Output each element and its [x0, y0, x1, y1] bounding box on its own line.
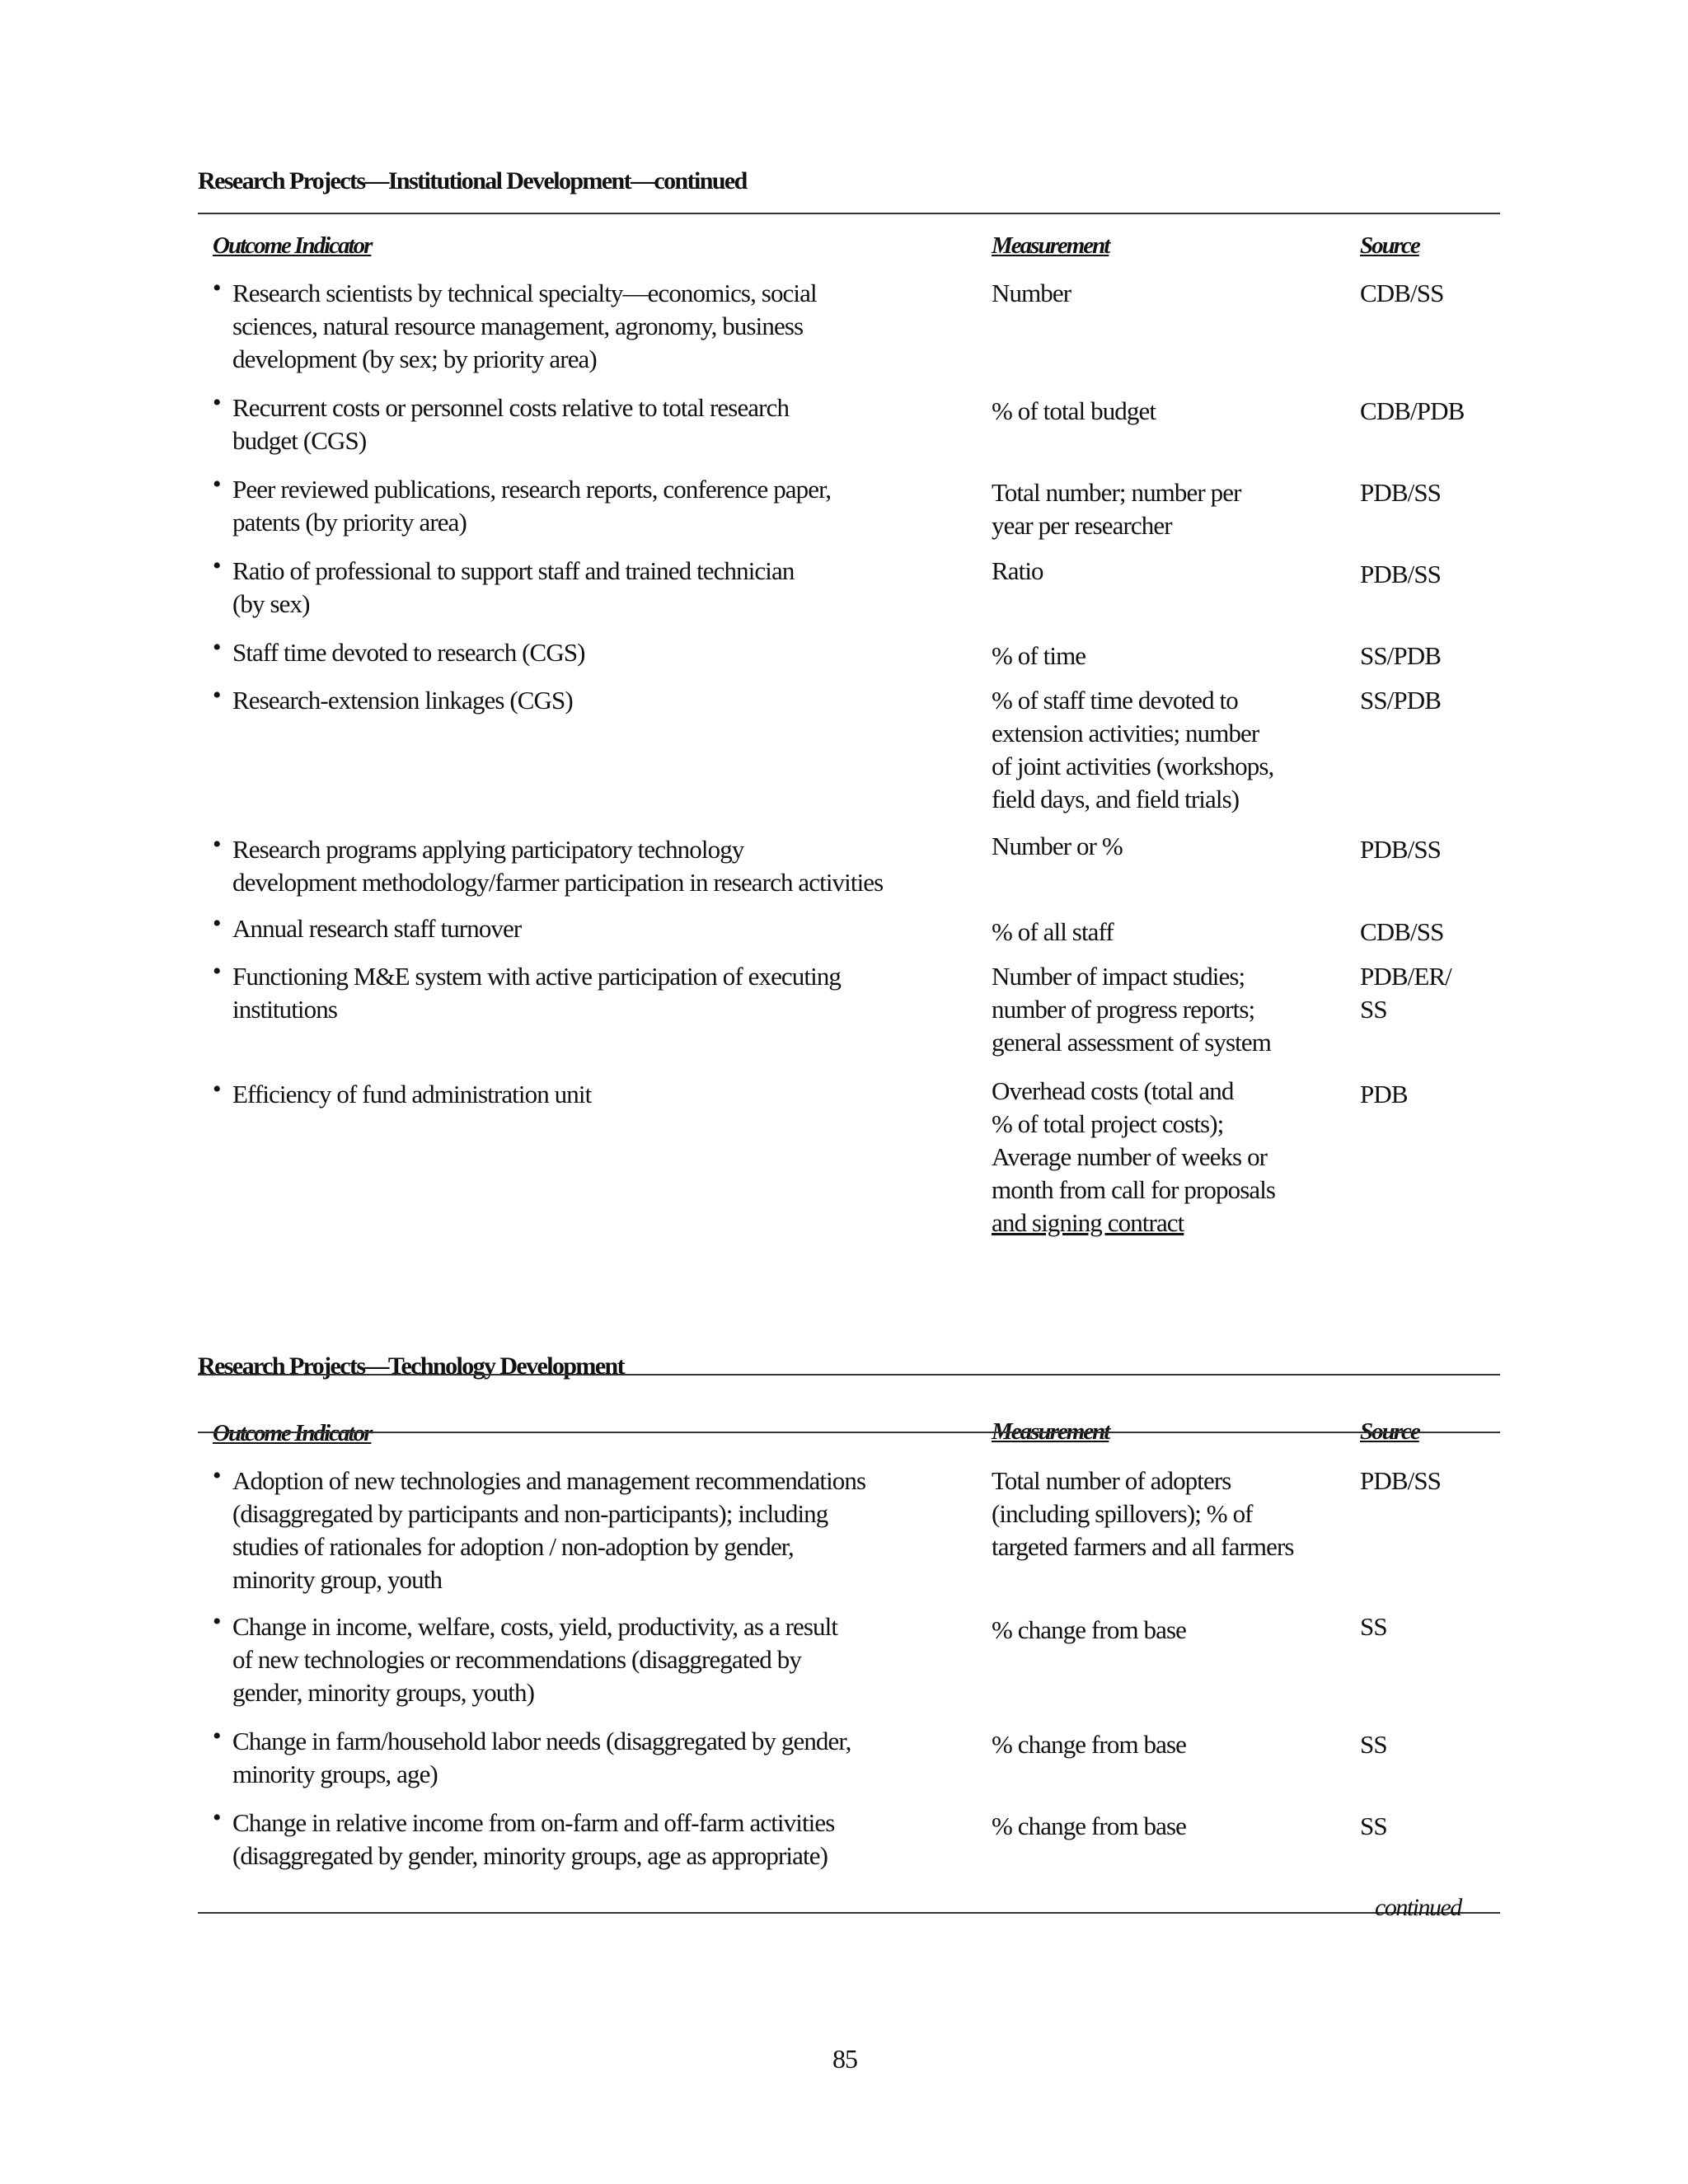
outcome-indicator: • Adoption of new technologies and management recommendations (disaggregated by participants and non-participants); including studies of rationales for adoption / non-adoption by gender, minority group, youth — [213, 1465, 938, 1596]
outcome-indicator: • Research scientists by technical specialty—economics, social sciences, natural resource management, agronomy, business development (by sex; by priority area) — [213, 277, 938, 376]
bullet-icon: • — [213, 682, 221, 709]
column-header-measurement: Measurement — [992, 1418, 1109, 1445]
continued-note: continued — [1375, 1894, 1461, 1921]
bullet-icon: • — [213, 1722, 221, 1750]
column-header-source: Source — [1360, 1418, 1419, 1445]
measurement: Number of impact studies; number of progress reports; general assessment of system — [992, 962, 1271, 1057]
header-strike-rule — [198, 1432, 1500, 1433]
outcome-indicator: • Ratio of professional to support staff and trained technician (by sex) — [213, 555, 938, 621]
measurement: % of staff time devoted to extension activities; number of joint activities (workshops, field days, and field trials) — [992, 686, 1274, 813]
section-rule — [198, 213, 1500, 214]
outcome-indicator: • Peer reviewed publications, research reports, conference paper, patents (by priority area) — [213, 473, 938, 539]
source: SS — [1360, 1730, 1387, 1759]
outcome-indicator: • Research programs applying participatory technology development methodology/farmer participation in research activities — [213, 833, 938, 899]
measurement: Total number of adopters (including spillovers); % of targeted farmers and all farmers — [992, 1466, 1294, 1561]
outcome-indicator: • Functioning M&E system with active participation of executing institutions — [213, 960, 938, 1026]
source: PDB — [1360, 1080, 1408, 1108]
measurement: Number or % — [992, 832, 1123, 860]
page-number: 85 — [832, 2044, 857, 2074]
measurement: % change from base — [992, 1730, 1186, 1759]
bullet-icon: • — [213, 634, 221, 661]
measurement: % change from base — [992, 1615, 1186, 1644]
source: CDB/PDB — [1360, 396, 1465, 425]
column-header-measurement: Measurement — [992, 232, 1109, 259]
column-header-indicator: Outcome Indicator — [213, 1420, 372, 1446]
table-bottom-rule — [198, 1912, 1500, 1914]
source: PDB/SS — [1360, 478, 1441, 507]
outcome-indicator: • Efficiency of fund administration unit — [213, 1078, 938, 1111]
measurement: % of time — [992, 641, 1086, 670]
outcome-indicator: • Change in income, welfare, costs, yield, productivity, as a result of new technologies or recommendations (disaggregated by gender, minority groups, youth) — [213, 1610, 938, 1709]
bullet-icon: • — [213, 831, 221, 858]
bullet-icon: • — [213, 471, 221, 498]
bullet-icon: • — [213, 1462, 221, 1489]
column-header-source: Source — [1360, 232, 1419, 259]
source: PDB/SS — [1360, 560, 1441, 588]
measurement: % change from base — [992, 1811, 1186, 1840]
bullet-icon: • — [213, 910, 221, 937]
bullet-icon: • — [213, 274, 221, 302]
outcome-indicator: • Research-extension linkages (CGS) — [213, 684, 938, 717]
measurement: % of all staff — [992, 917, 1114, 946]
outcome-indicator: • Staff time devoted to research (CGS) — [213, 636, 938, 669]
source: PDB/ER/ SS — [1360, 962, 1451, 1024]
section-title: Research Projects—Institutional Development—continued — [198, 167, 747, 194]
bullet-icon: • — [213, 389, 221, 416]
source: SS/PDB — [1360, 641, 1441, 670]
outcome-indicator: • Change in farm/household labor needs (disaggregated by gender, minority groups, age) — [213, 1725, 938, 1791]
source: PDB/SS — [1360, 1466, 1441, 1495]
bullet-icon: • — [213, 552, 221, 579]
measurement-underlined: and signing contract — [992, 1208, 1184, 1237]
bullet-icon: • — [213, 1608, 221, 1635]
measurement: Number — [992, 279, 1071, 307]
section-title: Research Projects—Technology Development — [198, 1352, 625, 1380]
section-rule — [198, 1374, 1500, 1376]
measurement: Ratio — [992, 556, 1043, 585]
source: PDB/SS — [1360, 835, 1441, 864]
source: SS — [1360, 1811, 1387, 1840]
bullet-icon: • — [213, 958, 221, 985]
bullet-icon: • — [213, 1076, 221, 1103]
measurement: Overhead costs (total and % of total project costs); Average number of weeks or month from call for proposals and signing contract — [992, 1075, 1338, 1240]
source: SS/PDB — [1360, 686, 1441, 715]
column-header-indicator: Outcome Indicator — [213, 232, 372, 259]
source: CDB/SS — [1360, 917, 1444, 946]
source: SS — [1360, 1612, 1387, 1641]
source: CDB/SS — [1360, 279, 1444, 307]
measurement: % of total budget — [992, 396, 1156, 425]
measurement: Total number; number per year per researcher — [992, 478, 1241, 540]
outcome-indicator: • Recurrent costs or personnel costs relative to total research budget (CGS) — [213, 391, 938, 457]
bullet-icon: • — [213, 1804, 221, 1831]
outcome-indicator: • Change in relative income from on-farm and off-farm activities (disaggregated by gender, minority groups, age as appropriate) — [213, 1807, 938, 1872]
outcome-indicator: • Annual research staff turnover — [213, 912, 938, 945]
